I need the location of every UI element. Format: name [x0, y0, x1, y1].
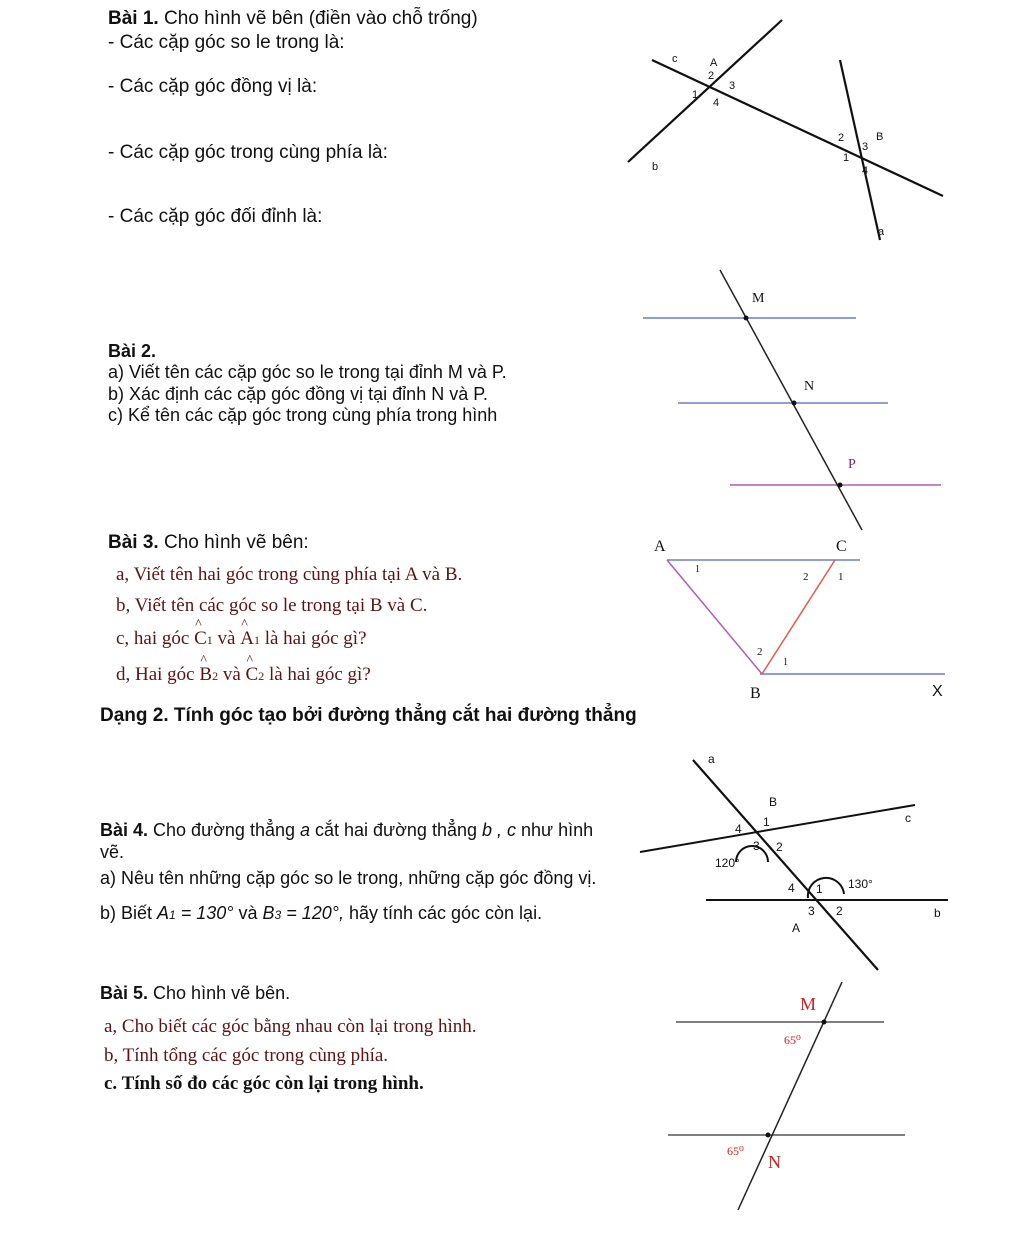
bai5-title: Bài 5. — [100, 983, 149, 1003]
bai4-angle-a: A — [157, 903, 170, 923]
bai3-title: Bài 3. — [108, 532, 159, 553]
bai5-intro-text: Cho hình vẽ bên. — [148, 983, 291, 1003]
transversal-bai2 — [720, 270, 862, 530]
label-C1: 1 — [838, 571, 844, 583]
bai4-angle-b-val: = 120°, — [281, 903, 344, 923]
bai4-intro-2: cắt hai đường thẳng — [310, 820, 482, 840]
label-B4: B — [769, 795, 778, 809]
point-M — [744, 316, 749, 321]
label-b1: 1 — [843, 152, 850, 164]
bai4-intro-3: như hình — [516, 820, 594, 840]
bai3-intro-text: Cho hình vẽ bên: — [158, 532, 309, 553]
bai3-qa: a, Viết tên hai góc trong cùng phía tại A và B. — [116, 564, 463, 585]
label-A4-angle2: 2 — [836, 904, 843, 918]
label-angle-M5: 65⁰ — [784, 1033, 801, 1047]
bai4-angle-b: B — [262, 903, 275, 923]
label-P: P — [848, 457, 856, 472]
angle-c2: ^ C — [246, 664, 259, 686]
label-B2: 2 — [757, 646, 763, 658]
bai1-title: Bài 1. — [108, 8, 159, 29]
label-M5: M — [800, 994, 817, 1014]
bai4-qb-pre: b) Biết — [100, 903, 158, 923]
figure-bai5-labels — [727, 994, 816, 1172]
bai5-qb: b, Tính tổng các góc trong cùng phía. — [104, 1045, 389, 1066]
label-b4: 4 — [862, 165, 869, 177]
bai4-angle-a-val: = 130° — [175, 903, 234, 923]
label-A3: A — [654, 538, 666, 555]
angle-c2-sub: 2 — [258, 669, 265, 683]
figure-bai4 — [640, 760, 948, 970]
label-A1: 1 — [695, 564, 700, 575]
angle-a-sub: 1 — [253, 633, 260, 647]
bai1-q4: - Các cặp góc đối đỉnh là: — [108, 206, 323, 227]
label-X: X — [932, 683, 943, 700]
bai3-qd-post: là hai góc gì? — [264, 664, 371, 685]
bai3-qd-pre: d, Hai góc — [116, 664, 200, 685]
bai4-angle-a-sub: 1 — [169, 908, 176, 922]
bai3-qc-post: là hai góc gì? — [259, 628, 367, 649]
label-C2: 2 — [803, 571, 809, 583]
label-A: A — [710, 57, 718, 69]
label-a: a — [878, 226, 885, 238]
label-a1: 1 — [692, 89, 699, 101]
label-a3: 3 — [729, 80, 736, 92]
label-c4: c — [905, 811, 911, 825]
label-A4-angle4: 4 — [788, 881, 795, 895]
label-B3: B — [750, 685, 761, 702]
bai1-q3: - Các cặp góc trong cùng phía là: — [108, 142, 388, 163]
bai1-q1: - Các cặp góc so le trong là: — [108, 32, 345, 53]
label-angle-130: 130° — [848, 877, 873, 891]
bai3-qb: b, Viết tên các góc so le trong tại B và C. — [116, 595, 428, 616]
bai4-var-a: a — [300, 820, 311, 840]
angle-a: ^ A — [240, 628, 254, 650]
label-c: c — [672, 53, 678, 65]
label-B4-angle1: 1 — [763, 815, 770, 829]
label-b3: 3 — [862, 141, 869, 153]
label-B4-angle4: 4 — [735, 822, 742, 836]
bai1-intro-text: Cho hình vẽ bên (điền vào chỗ trống) — [158, 8, 478, 29]
bai2-qb: b) Xác định các cặp góc đồng vị tại đỉnh N và P. — [108, 384, 488, 404]
bai2-qc: c) Kể tên các cặp góc trong cùng phía trong hình — [108, 405, 498, 425]
bai1-q2: - Các cặp góc đồng vị là: — [108, 76, 318, 97]
label-B1: 1 — [783, 657, 788, 668]
figure-bai2 — [643, 270, 941, 530]
point-P — [838, 483, 843, 488]
line-c — [628, 20, 782, 162]
label-N: N — [804, 379, 815, 394]
bai4-qb-and: và — [233, 903, 263, 923]
label-B4-angle3: 3 — [753, 839, 760, 853]
bai3-qc-pre: c, hai góc — [116, 628, 195, 649]
label-N5: N — [768, 1152, 781, 1172]
label-a2: 2 — [708, 70, 715, 82]
bai4-qa: a) Nêu tên những cặp góc so le trong, những cặp góc đồng vị. — [100, 868, 597, 888]
bai4-angle-b-sub: 3 — [274, 908, 282, 922]
figure-bai1-labels — [652, 53, 885, 238]
point-N — [792, 401, 797, 406]
bai3-qd-mid: và — [218, 664, 246, 685]
angle-b: ^ B — [199, 664, 212, 686]
figure-bai4-labels — [708, 752, 941, 935]
bai3-qc-mid: và — [212, 628, 241, 649]
bai5-qa: a, Cho biết các góc bằng nhau còn lại trong hình. — [104, 1016, 477, 1037]
bai2-qa: a) Viết tên các cặp góc so le trong tại đỉnh M và P. — [108, 362, 507, 382]
label-angle-N5: 65⁰ — [727, 1144, 744, 1158]
line-b — [652, 60, 943, 196]
figure-bai5 — [668, 982, 905, 1210]
bai4-intro-1: Cho đường thẳng — [148, 820, 300, 840]
bai2-title: Bài 2. — [108, 341, 157, 361]
arc-120 — [736, 846, 768, 862]
section-heading-dang2: Dạng 2. Tính góc tạo bởi đường thẳng cắt hai đường thẳng — [100, 705, 637, 726]
label-angle-120: 120° — [715, 856, 740, 870]
label-A4-angle3: 3 — [808, 904, 815, 918]
bai4-qb-post: hãy tính các góc còn lại. — [343, 903, 543, 923]
label-b4: b — [934, 906, 941, 920]
bai4-var-bc: b , c — [481, 820, 516, 840]
figure-bai3-labels — [654, 538, 943, 702]
label-B: B — [876, 131, 884, 143]
point-M5 — [822, 1020, 827, 1025]
label-M: M — [752, 291, 765, 306]
point-N5 — [766, 1133, 771, 1138]
label-a4: a — [708, 752, 715, 766]
bai4-title: Bài 4. — [100, 820, 149, 840]
label-b: b — [652, 161, 659, 173]
label-b2: 2 — [838, 132, 845, 144]
bai4-intro-cont: vẽ. — [100, 842, 125, 862]
segment-BC — [762, 560, 835, 674]
transversal-bai5 — [738, 982, 842, 1210]
label-C3: C — [836, 538, 847, 555]
label-A4: A — [792, 921, 801, 935]
angle-b-sub: 2 — [212, 669, 219, 683]
segment-AB — [667, 560, 762, 674]
angle-c: ^ C — [194, 628, 207, 650]
bai5-qc: c. Tính số đo các góc còn lại trong hình. — [104, 1073, 424, 1094]
label-B4-angle2: 2 — [776, 840, 783, 854]
label-A4-angle1: 1 — [816, 882, 823, 896]
angle-c-sub: 1 — [206, 633, 213, 647]
label-a4: 4 — [713, 97, 720, 109]
